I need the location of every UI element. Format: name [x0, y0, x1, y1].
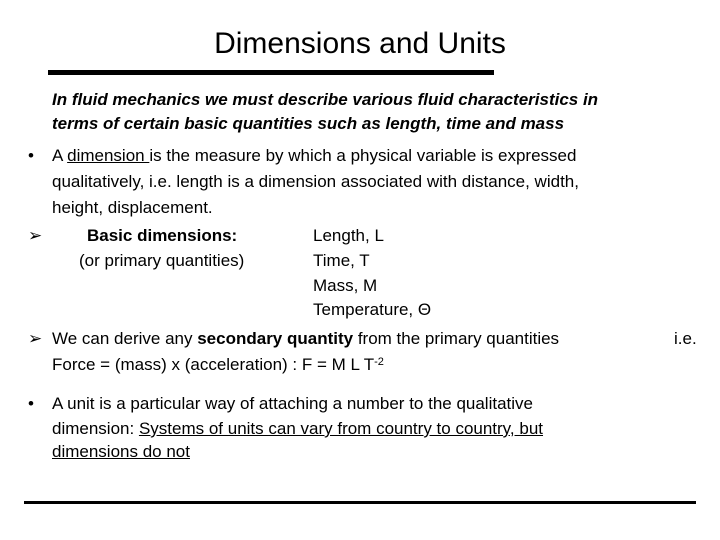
dimension-term: dimension [67, 146, 150, 165]
secondary-quantity-term: secondary quantity [197, 329, 354, 348]
bullet-dimension-prefix: A [52, 146, 68, 165]
bullet-unit-line-1: A unit is a particular way of attaching a number to the qualitative [52, 394, 533, 413]
bullet-marker: • [28, 146, 34, 165]
systems-of-units-underlined: Systems of units can vary from country to country, but [138, 419, 544, 438]
force-formula [52, 353, 384, 377]
force-formula-exponent: -2 [374, 356, 384, 368]
dimension-temperature: Temperature, Θ [313, 300, 432, 319]
arrow-bullet-icon: ➢ [28, 226, 43, 246]
bullet-dimension-line-1 [52, 144, 576, 168]
bottom-rule [24, 501, 696, 504]
dimension-length: Length, L [313, 226, 384, 245]
arrow-bullet-icon: ➢ [28, 329, 43, 349]
page-title: Dimensions and Units [214, 27, 506, 60]
title-underline [48, 70, 494, 75]
force-formula-main: Force = (mass) x (acceleration) : F = M L T [52, 355, 375, 374]
dimension-time: Time, T [313, 251, 370, 270]
intro-line-2: terms of certain basic quantities such as length, time and mass [52, 114, 565, 133]
secondary-line-1 [52, 327, 559, 351]
bullet-unit-line-2-pre: dimension: [52, 419, 139, 438]
intro-line-1: In fluid mechanics we must describe various fluid characteristics in [52, 90, 599, 109]
bullet-dimension-rest: is the measure by which a physical variable is expressed [149, 146, 577, 165]
bullet-dimension-line-3: height, displacement. [52, 198, 213, 217]
dimension-mass: Mass, M [313, 276, 378, 295]
dimensions-do-not-underlined: dimensions do not [52, 442, 190, 461]
bullet-marker: • [28, 394, 34, 413]
secondary-ie: i.e. [674, 329, 697, 348]
secondary-pre: We can derive any [52, 329, 198, 348]
primary-quantities-label: (or primary quantities) [79, 251, 245, 270]
intro-text [52, 88, 712, 136]
basic-dimensions-label: Basic dimensions: [87, 226, 238, 245]
bullet-dimension-line-2: qualitatively, i.e. length is a dimension associated with distance, width, [52, 172, 579, 191]
bullet-unit-line-2 [52, 417, 543, 441]
secondary-post: from the primary quantities [353, 329, 560, 348]
